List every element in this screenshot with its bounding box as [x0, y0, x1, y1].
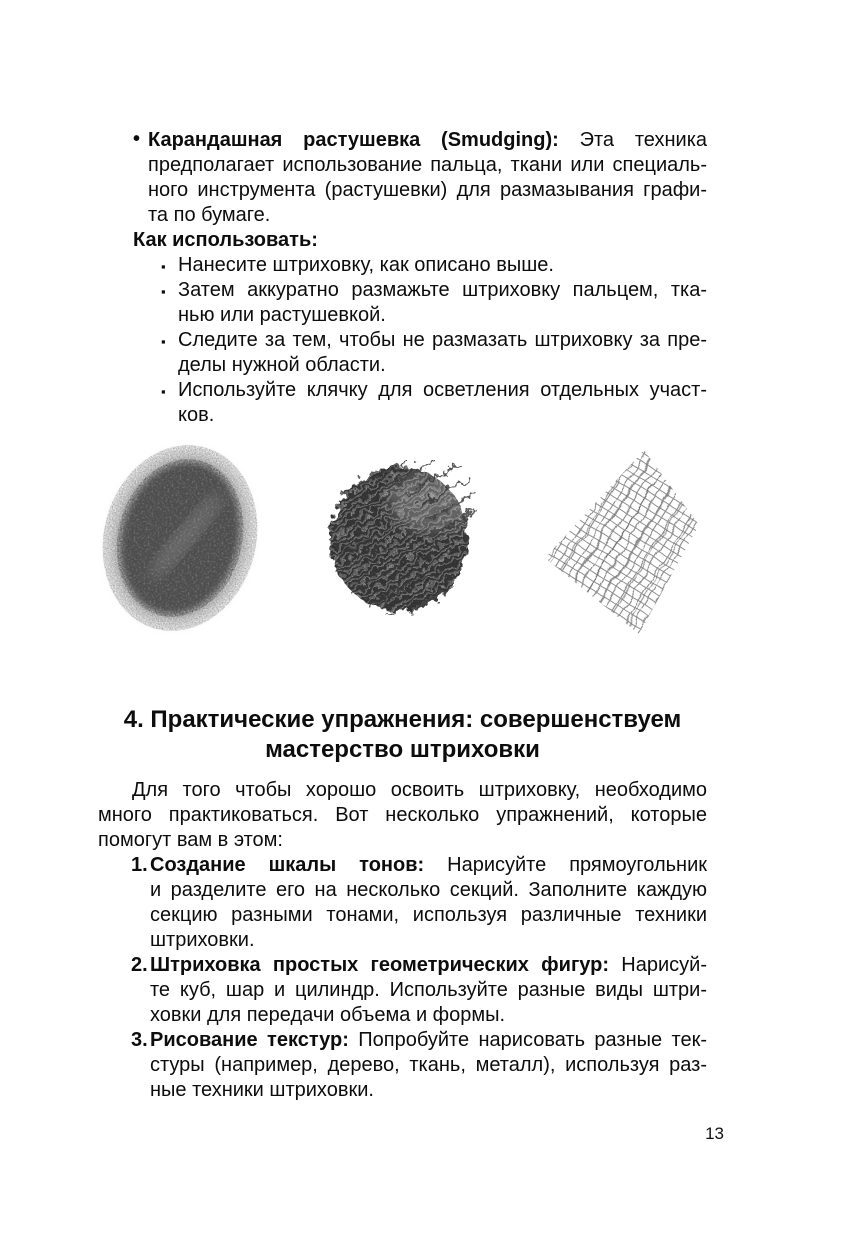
- list-number: 3.: [131, 1029, 148, 1051]
- exercise-item: 1. Создание шкалы тонов: Нарисуйте прямоугольник и разделите его на несколько секций. Заполните каждую секцию разными тонами, используя различные техники штриховки.: [131, 854, 707, 951]
- bullet-lead-rest: Эта техника: [579, 129, 708, 151]
- bullet-item: [133, 128, 708, 228]
- section-heading-line1: 4. Практические упражнения: совершенствуем: [123, 706, 682, 733]
- crosshatching-shading-image: [539, 440, 707, 636]
- shading-samples-row: [98, 441, 707, 635]
- hatching-shading-image: [325, 460, 477, 616]
- square-bullet-icon: ▪: [161, 334, 166, 349]
- section-heading-line2: мастерство штриховки: [265, 736, 540, 763]
- how-to-step: ▪ Затем аккуратно размажьте штриховку пальцем, тка- нью или растушевкой.: [161, 279, 707, 326]
- list-number: 1.: [131, 854, 148, 876]
- exercise-item: 3. Рисование текстур: Попробуйте нарисовать разные тек- стуры (например, дерево, ткань, металл), используя раз- ные техники штриховки.: [131, 1029, 708, 1101]
- how-to-use-list: [98, 253, 707, 428]
- bullet-line: предполагает использование пальца, ткани или специаль-: [148, 154, 707, 176]
- section-heading: [98, 705, 707, 765]
- intro-paragraph: Для того чтобы хорошо освоить штриховку, необходимо много практиковаться. Вот несколько упражнений, которые помогут вам в этом:: [98, 779, 707, 851]
- smudged-shading-image: [98, 441, 263, 635]
- exercise-lead-bold: Создание шкалы тонов:: [150, 854, 425, 876]
- exercise-lead-bold: Рисование текстур:: [150, 1029, 349, 1051]
- exercises-list: [98, 853, 707, 1103]
- how-to-step: ▪ Следите за тем, чтобы не размазать штриховку за пре- делы нужной области.: [161, 329, 707, 376]
- how-to-step: ▪ Нанесите штриховку, как описано выше.: [178, 253, 707, 278]
- bullet-line: [148, 128, 707, 153]
- round-bullet-icon: •: [133, 128, 141, 150]
- square-bullet-icon: ▪: [161, 284, 166, 299]
- smudging-section: [98, 128, 707, 428]
- bullet-line: та по бумаге.: [148, 204, 271, 226]
- how-to-step: ▪ Используйте клячку для осветления отдельных участ- ков.: [161, 379, 707, 426]
- square-bullet-icon: ▪: [161, 259, 166, 274]
- bullet-line: ного инструмента (растушевки) для размазывания графи-: [148, 179, 707, 201]
- list-number: 2.: [131, 954, 148, 976]
- how-to-use-label: Как использовать:: [133, 229, 318, 251]
- square-bullet-icon: ▪: [161, 384, 166, 399]
- bullet-lead-bold: Карандашная растушевка (Smudging):: [148, 129, 559, 151]
- exercise-item: 2. Штриховка простых геометрических фигур: Нарисуй- те куб, шар и цилиндр. Используйте разные виды штри- ховки для передачи объема и формы.: [131, 954, 707, 1026]
- exercise-lead-bold: Штриховка простых геометрических фигур:: [150, 954, 610, 976]
- page-number: 13: [705, 1124, 724, 1143]
